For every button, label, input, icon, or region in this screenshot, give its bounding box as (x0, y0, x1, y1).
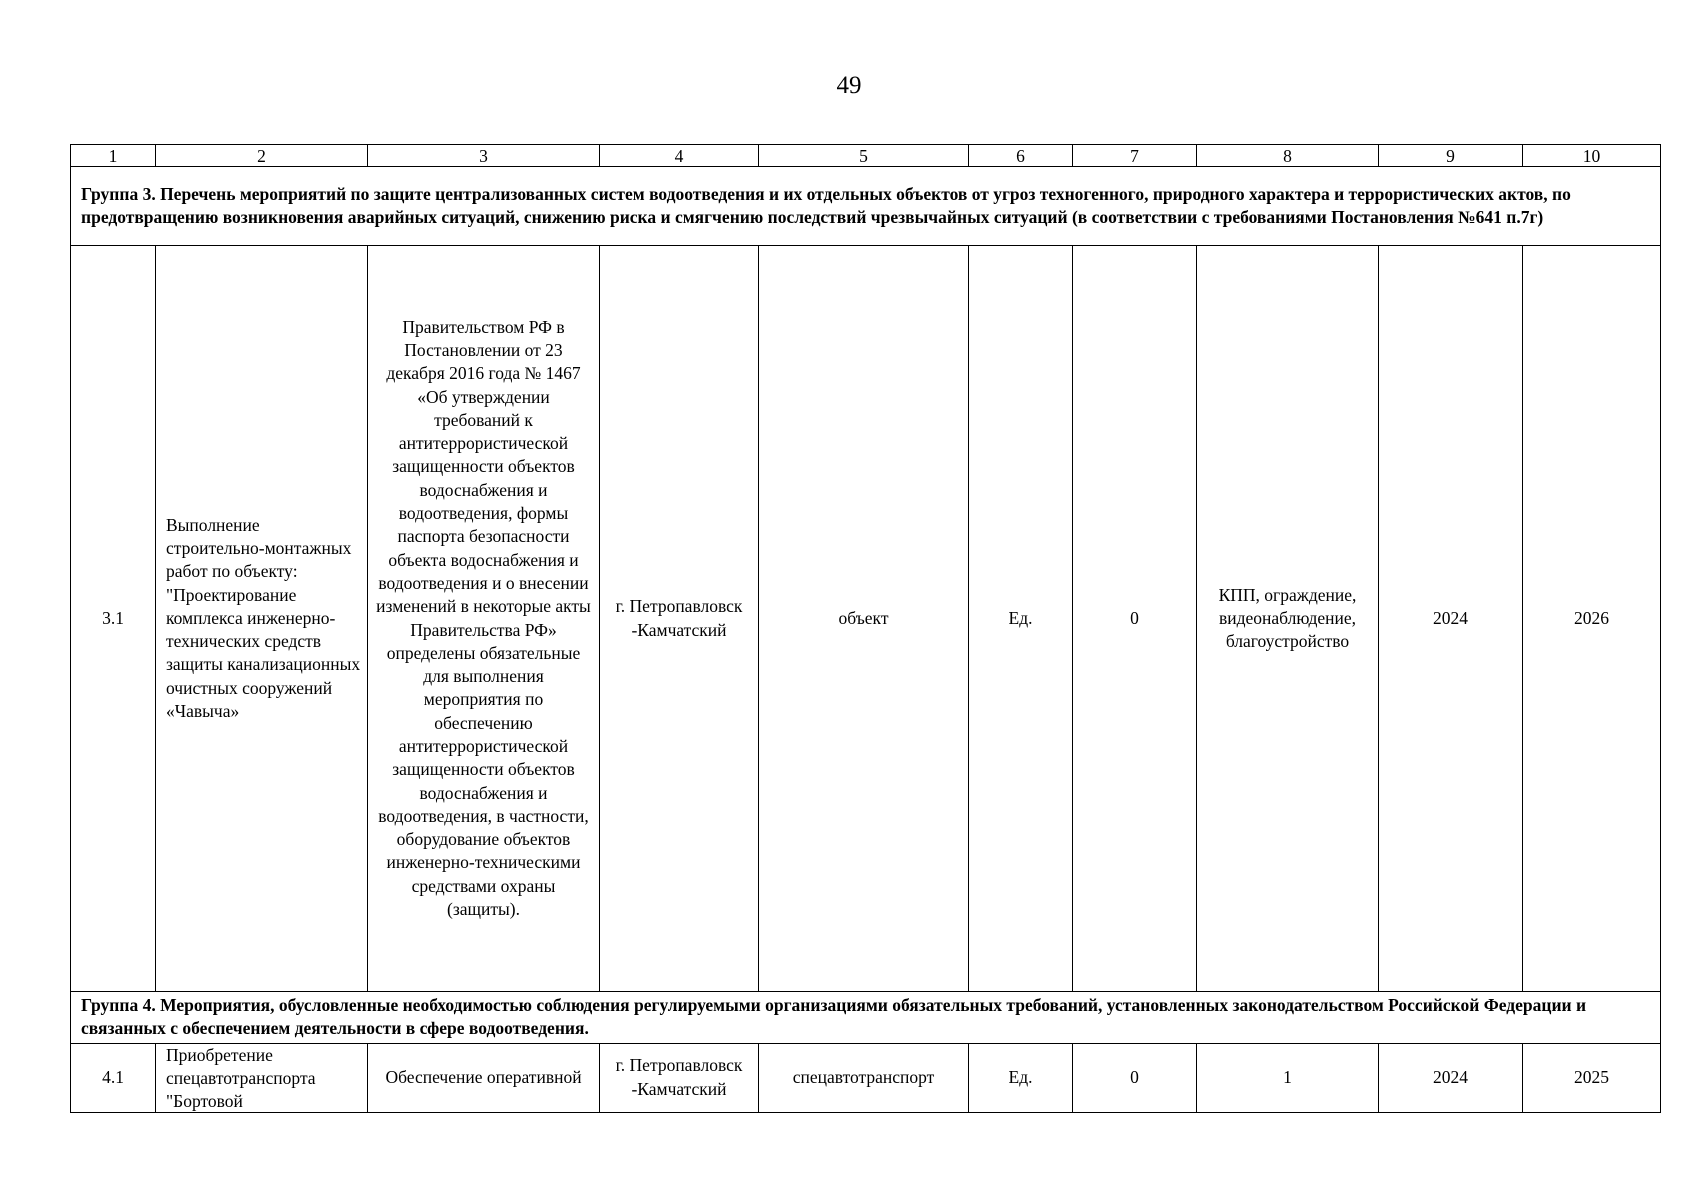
column-header: 3 (368, 145, 600, 167)
measure-name: Выполнение строительно-монтажных работ по объекту: "Проектирование комплекса инженерно-технических средств защиты канализационных очистных сооружений «Чавыча» (156, 246, 368, 992)
column-header: 8 (1197, 145, 1379, 167)
column-header: 5 (759, 145, 969, 167)
location: г. Петропавловск -Камчатский (600, 246, 759, 992)
unit: Ед. (969, 246, 1073, 992)
year-start: 2024 (1379, 246, 1523, 992)
measures-table (70, 144, 1661, 1113)
table-row-3-1 (71, 246, 1661, 992)
column-header: 7 (1073, 145, 1197, 167)
column-header: 9 (1379, 145, 1523, 167)
object-type: спецавтотранспорт (759, 1043, 969, 1112)
column-header: 1 (71, 145, 156, 167)
measure-reason: Правительством РФ в Постановлении от 23 декабря 2016 года № 1467 «Об утверждении требований к антитеррористической защищенности объектов водоснабжения и водоотведения, формы паспорта безопасности объекта водоснабжения и водоотведения и о внесении изменений в некоторые акты Правительства РФ» определены обязательные для выполнения мероприятия по обеспечению антитеррористической защищенности объектов водоснабжения и водоотведения, в частности, оборудование объектов инженерно-техническими средствами охраны (защиты). (368, 246, 600, 992)
location: г. Петропавловск -Камчатский (600, 1043, 759, 1112)
column-header: 6 (969, 145, 1073, 167)
unit: Ед. (969, 1043, 1073, 1112)
column-header: 10 (1523, 145, 1661, 167)
group-4-title: Группа 4. Мероприятия, обусловленные необходимостью соблюдения регулируемыми организациями обязательных требований, установленных законодательством Российской Федерации и связанных с обеспечением деятельности в сфере водоотведения. (71, 992, 1661, 1044)
row-number: 4.1 (71, 1043, 156, 1112)
column-header: 4 (600, 145, 759, 167)
group-4-row (71, 992, 1661, 1044)
year-start: 2024 (1379, 1043, 1523, 1112)
year-end: 2026 (1523, 246, 1661, 992)
row-number: 3.1 (71, 246, 156, 992)
measure-name-text: Приобретение спецавтотранспорта "Бортовой (166, 1044, 316, 1112)
measure-reason: Обеспечение оперативной (368, 1043, 600, 1112)
table-row-4-1 (71, 1043, 1661, 1112)
value-after: КПП, ограждение, видеонаблюдение, благоустройство (1197, 246, 1379, 992)
group-3-row (71, 167, 1661, 246)
object-type: объект (759, 246, 969, 992)
measure-name (156, 1043, 368, 1112)
group-3-title: Группа 3. Перечень мероприятий по защите централизованных систем водоотведения и их отдельных объектов от угроз техногенного, природного характера и террористических актов, по предотвращению возникновения аварийных ситуаций, снижению риска и смягчению последствий чрезвычайных ситуаций (в соответствии с требованиями Постановления №641 п.7г) (71, 167, 1661, 246)
page-number: 49 (836, 72, 862, 99)
value-before: 0 (1073, 246, 1197, 992)
value-after: 1 (1197, 1043, 1379, 1112)
column-header: 2 (156, 145, 368, 167)
value-before: 0 (1073, 1043, 1197, 1112)
year-end: 2025 (1523, 1043, 1661, 1112)
column-header-row (71, 145, 1661, 167)
